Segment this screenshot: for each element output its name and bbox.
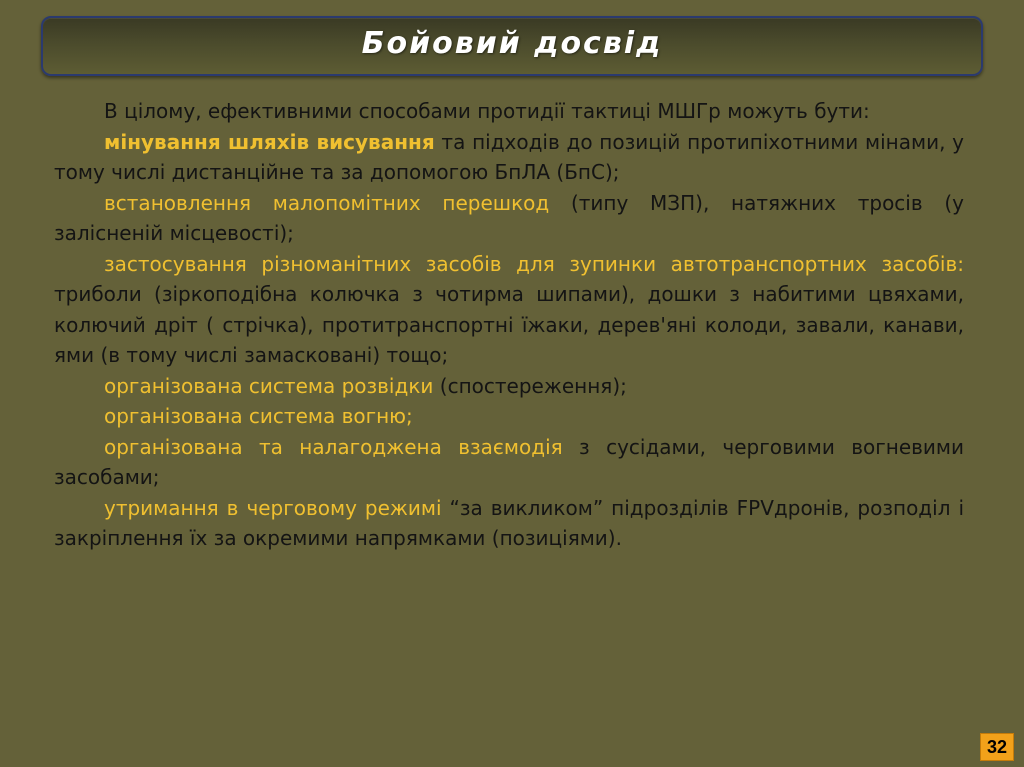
paragraph-vehicle-stopping [54,249,964,371]
text-run: триболи (зіркоподібна колючка з чотирма шипами), дошки з набитими цвяхами, колючий дріт ( стрічка), протитранспортні їжаки, дерев'яні колоди, завали, канави, ями (в тому числі замасковані) тощо; [54,282,964,367]
paragraph-fire-system [54,401,964,432]
paragraph-intro [54,96,964,127]
text-run: з сусідами, черговими вогневими засобами; [54,434,964,489]
text-run: “за викликом” підрозділів FPVдронів, розподіл і закріплення їх за окремими напрямками (позиціями). [54,495,964,550]
title-bar [41,16,983,76]
highlight-text: мінування шляхів висування [104,129,435,154]
text-run: (типу МЗП), натяжних тросів (у залісненій місцевості); [54,190,965,245]
highlight-text: утримання в черговому режимі [104,495,442,520]
highlight-text: застосування різноманітних засобів для зупинки автотранспортних засобів: [104,251,964,276]
paragraph-fpv-standby [54,493,964,554]
slide-title: Бойовий досвід [361,26,663,61]
highlight-text: організована система розвідки [104,373,434,398]
paragraph-reconnaissance [54,371,964,402]
paragraph-obstacles [54,188,964,249]
highlight-text: встановлення малопомітних перешкод [104,190,550,215]
slide-body [54,96,964,554]
paragraph-cooperation [54,432,964,493]
page-number-badge: 32 [980,733,1014,761]
text-run: та підходів до позицій протипіхотними мінами, у тому числі дистанційне та за допомогою БпЛА (БпС); [54,129,965,184]
highlight-text: організована та налагоджена взаємодія [104,434,563,459]
highlight-text: організована система вогню; [104,404,413,428]
text-run: (спостереження); [433,373,627,398]
text-run: В цілому, ефективними способами протидії тактиці МШГр можуть бути: [104,99,870,123]
paragraph-mining [54,127,964,188]
